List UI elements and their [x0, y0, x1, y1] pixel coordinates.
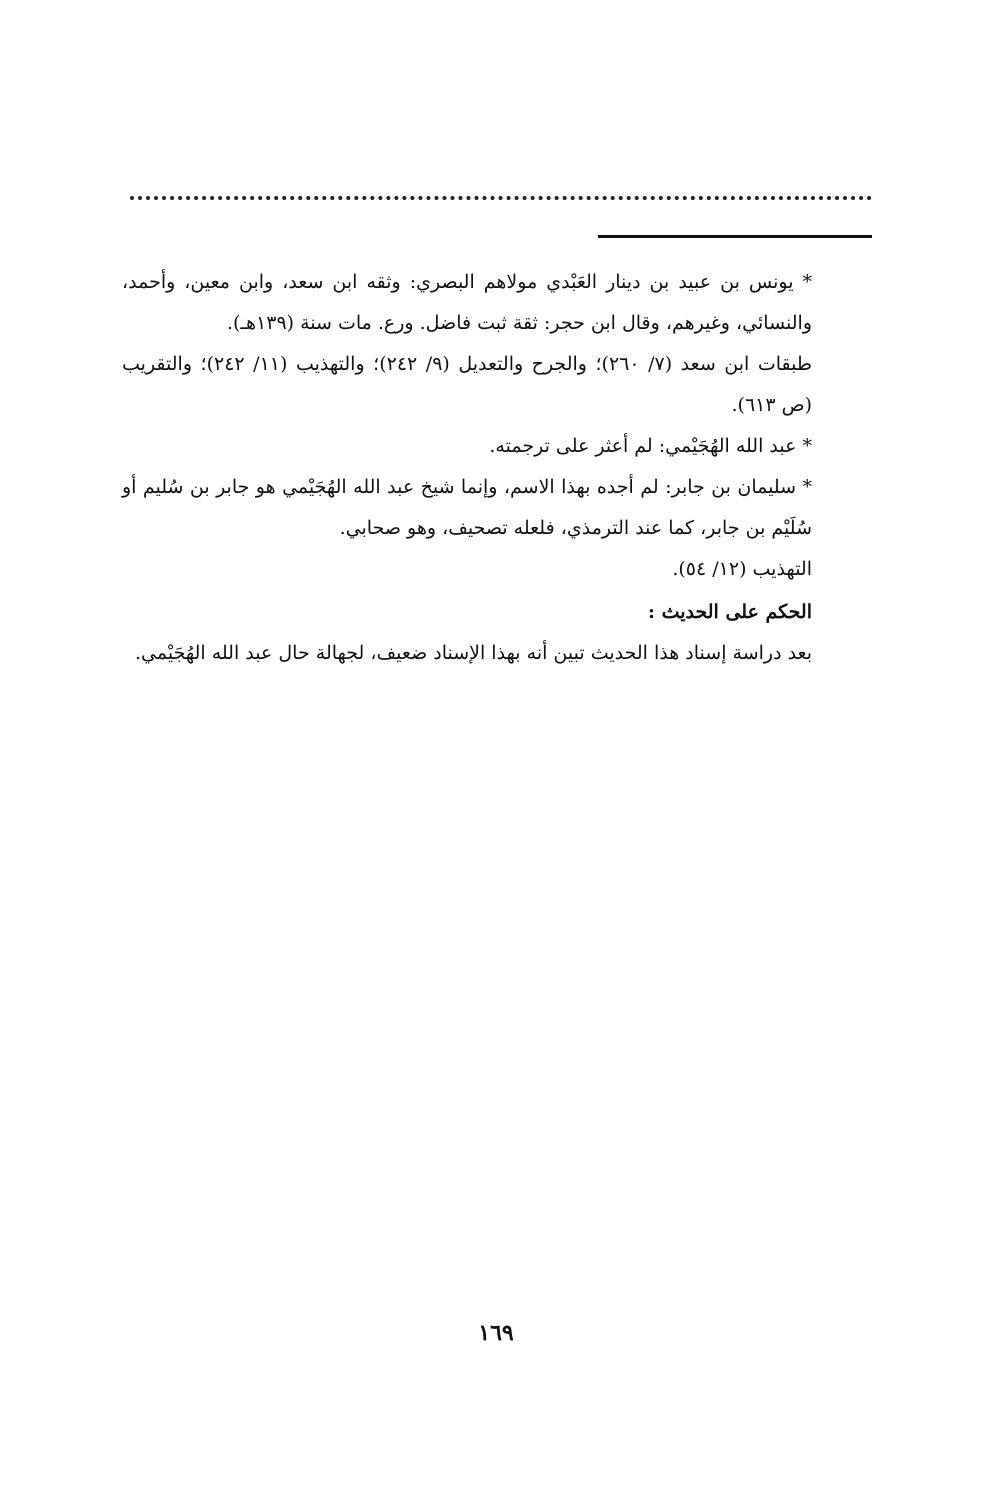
- footnote-text: [122, 262, 812, 674]
- narrator-entry-hujaymi: * عبد الله الهُجَيْمي: لم أعثر على ترجمته.: [489, 435, 812, 457]
- dotted-separator: [130, 196, 872, 200]
- references-sulayman: التهذيب (١٢/ ٥٤).: [672, 558, 812, 580]
- narrator-entry-sulayman: * سليمان بن جابر: لم أجده بهذا الاسم، وإنما شيخ عبد الله الهُجَيْمي هو جابر بن سُليم أو سُلَيْم بن جابر، كما عند الترمذي، فلعله تصحيف، وهو صحابي.: [122, 476, 812, 539]
- narrator-entry-yunus: * يونس بن عبيد بن دينار العَبْدي مولاهم البصري: وثقه ابن سعد، وابن معين، وأحمد، والنسائي، وغيرهم، وقال ابن حجر: ثقة ثبت فاضل. ورع. مات سنة (١٣٩هـ).: [122, 271, 812, 334]
- ruling-heading: الحكم على الحديث :: [647, 601, 812, 623]
- references-yunus: طبقات ابن سعد (٧/ ٢٦٠)؛ والجرح والتعديل (٩/ ٢٤٢)؛ والتهذيب (١١/ ٢٤٢)؛ والتقريب (ص ٦١٣).: [122, 353, 812, 416]
- footnote-rule: [598, 235, 872, 238]
- page-number: ١٦٩: [478, 1320, 514, 1346]
- ruling-text: بعد دراسة إسناد هذا الحديث تبين أنه بهذا الإسناد ضعيف، لجهالة حال عبد الله الهُجَيْمي.: [134, 642, 812, 664]
